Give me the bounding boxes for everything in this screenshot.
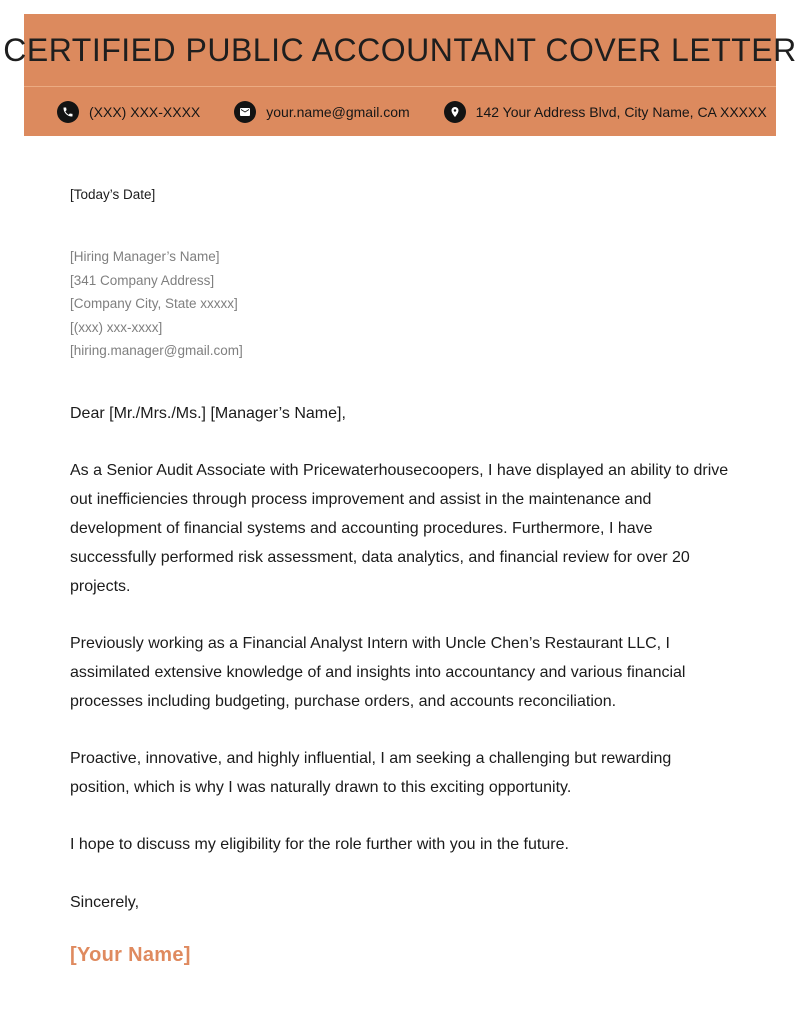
recipient-city-line: [Company City, State xxxxx] [70, 296, 238, 311]
salutation: Dear [Mr./Mrs./Ms.] [Manager’s Name], [70, 404, 346, 422]
title-band [3, 14, 797, 87]
document-title: CERTIFIED PUBLIC ACCOUNTANT COVER LETTER [3, 31, 797, 68]
phone-number: (XXX) XXX-XXXX [89, 103, 201, 120]
letter-body [0, 187, 800, 967]
email-contact [234, 101, 409, 123]
date-placeholder: [Today’s Date] [70, 187, 156, 202]
address-contact [444, 101, 767, 123]
phone-contact [57, 101, 200, 123]
body-paragraph-2: Previously working as a Financial Analyst Intern with Uncle Chen’s Restaurant LLC, I assimilated extensive knowledge of and insights into accountancy and various financial processes including budgeting, purchase orders, and accounts reconciliation. [70, 634, 686, 710]
recipient-address-line: [341 Company Address] [70, 272, 215, 288]
recipient-phone-line: [(xxx) xxx-xxxx] [70, 319, 163, 335]
signature-name-placeholder: [Your Name] [70, 943, 191, 966]
street-address: 142 Your Address Blvd, City Name, CA XXXXX [475, 103, 767, 120]
recipient-email-line: [hiring.manager@gmail.com] [70, 343, 243, 358]
closing-line: Sincerely, [70, 893, 140, 911]
body-paragraph-3: Proactive, innovative, and highly influential, I am seeking a challenging but rewarding position, which is why I was naturally drawn to this exciting opportunity. [70, 749, 672, 796]
location-pin-icon [444, 101, 466, 123]
email-address: your.name@gmail.com [266, 103, 410, 120]
phone-icon [57, 101, 79, 123]
body-paragraph-4: I hope to discuss my eligibility for the role further with you in the future. [70, 835, 569, 853]
recipient-block [70, 245, 731, 363]
contact-bar [24, 87, 776, 136]
envelope-icon [234, 101, 256, 123]
header-banner [3, 14, 797, 136]
recipient-name-line: [Hiring Manager’s Name] [70, 249, 220, 264]
body-paragraph-1: As a Senior Audit Associate with Pricewaterhousecoopers, I have displayed an ability to drive out inefficiencies through process improvement and assist in the maintenance and development of financial systems and accounting procedures. Furthermore, I have successfully performed risk assessment, data analytics, and financial review for over 20 projects. [70, 461, 729, 595]
